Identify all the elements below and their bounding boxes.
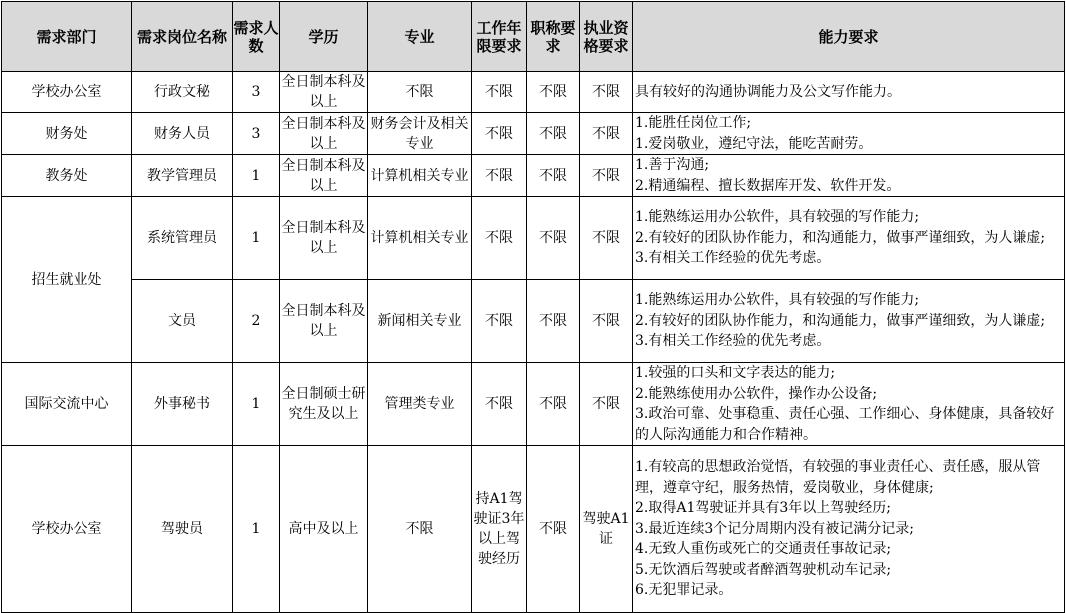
dept-cell: 财务处 — [2, 113, 132, 155]
req-line: 3.有相关工作经验的优先考虑。 — [635, 250, 831, 267]
req-line: 2.有较好的团队协作能力，和沟通能力，做事严谨细致，为人谦虚; — [635, 229, 1046, 246]
req-line: 6.无犯罪记录。 — [635, 582, 733, 599]
major-cell: 计算机相关专业 — [368, 155, 472, 197]
dept-cell: 学校办公室 — [2, 446, 132, 613]
header-major: 专业 — [368, 2, 472, 72]
req-line: 1.较强的口头和文字表达的能力; — [635, 365, 836, 381]
req-line: 4.无致人重伤或死亡的交通责任事故记录; — [635, 541, 892, 558]
years-cell: 不限 — [472, 280, 527, 363]
major-cell: 新闻相关专业 — [368, 280, 472, 363]
years-cell: 持A1驾驶证3年以上驾驶经历 — [472, 446, 527, 613]
req-line: 1.有较高的思想政治觉悟，有较强的事业责任心、责任感，服从管理，遵章守纪，服务热情，爱岗敬业，身体健康; — [635, 459, 1041, 496]
post-cell: 教学管理员 — [132, 155, 233, 197]
cert-cell: 不限 — [580, 197, 633, 280]
title-cell: 不限 — [527, 72, 580, 113]
num-cell: 1 — [233, 155, 280, 197]
dept-cell: 学校办公室 — [2, 72, 132, 113]
header-num: 需求人数 — [233, 2, 280, 72]
req-line: 2.精通编程、擅长数据库开发、软件开发。 — [635, 177, 901, 194]
dept-cell: 招生就业处 — [2, 197, 132, 363]
post-cell: 驾驶员 — [132, 446, 233, 613]
years-cell: 不限 — [472, 113, 527, 155]
post-cell: 外事秘书 — [132, 363, 233, 446]
edu-cell: 高中及以上 — [280, 446, 368, 613]
num-cell: 1 — [233, 446, 280, 613]
req-cell — [633, 363, 1065, 446]
req-line: 3.政治可靠、处事稳重、责任心强、工作细心、身体健康，具备较好的人际沟通能力和合作精神。 — [635, 406, 1055, 443]
req-cell — [633, 113, 1065, 155]
req-line: 1.能胜任岗位工作; — [635, 115, 752, 131]
req-line: 具有较好的沟通协调能力及公文写作能力。 — [635, 83, 901, 100]
major-cell: 管理类专业 — [368, 363, 472, 446]
edu-cell: 全日制本科及以上 — [280, 280, 368, 363]
cert-cell: 不限 — [580, 155, 633, 197]
table-row — [2, 280, 1065, 363]
table-row — [2, 113, 1065, 155]
req-cell — [633, 155, 1065, 197]
header-row — [2, 2, 1065, 72]
table-row — [2, 197, 1065, 280]
title-cell: 不限 — [527, 363, 580, 446]
header-years: 工作年限要求 — [472, 2, 527, 72]
num-cell: 3 — [233, 72, 280, 113]
edu-cell: 全日制本科及以上 — [280, 155, 368, 197]
edu-cell: 全日制本科及以上 — [280, 113, 368, 155]
recruitment-table — [1, 1, 1065, 613]
header-dept: 需求部门 — [2, 2, 132, 72]
table-row — [2, 72, 1065, 113]
years-cell: 不限 — [472, 155, 527, 197]
years-cell: 不限 — [472, 197, 527, 280]
req-cell — [633, 72, 1065, 113]
major-cell: 计算机相关专业 — [368, 197, 472, 280]
title-cell: 不限 — [527, 280, 580, 363]
cert-cell: 驾驶A1证 — [580, 446, 633, 613]
cert-cell: 不限 — [580, 72, 633, 113]
post-cell: 财务人员 — [132, 113, 233, 155]
req-cell — [633, 197, 1065, 280]
dept-cell: 教务处 — [2, 155, 132, 197]
req-line: 5.无饮酒后驾驶或者醉酒驾驶机动车记录; — [635, 561, 892, 578]
post-cell: 文员 — [132, 280, 233, 363]
num-cell: 2 — [233, 280, 280, 363]
header-req: 能力要求 — [633, 2, 1065, 72]
cert-cell: 不限 — [580, 363, 633, 446]
major-cell: 不限 — [368, 446, 472, 613]
req-line: 2.取得A1驾驶证并具有3年以上驾驶经历; — [635, 500, 891, 517]
edu-cell: 全日制本科及以上 — [280, 197, 368, 280]
header-cert: 执业资格要求 — [580, 2, 633, 72]
dept-cell: 国际交流中心 — [2, 363, 132, 446]
major-cell: 不限 — [368, 72, 472, 113]
table-row — [2, 155, 1065, 197]
edu-cell: 全日制本科及以上 — [280, 72, 368, 113]
title-cell: 不限 — [527, 446, 580, 613]
header-edu: 学历 — [280, 2, 368, 72]
req-line: 3.有相关工作经验的优先考虑。 — [635, 333, 831, 350]
post-cell: 行政文秘 — [132, 72, 233, 113]
years-cell: 不限 — [472, 363, 527, 446]
title-cell: 不限 — [527, 155, 580, 197]
cert-cell: 不限 — [580, 280, 633, 363]
title-cell: 不限 — [527, 113, 580, 155]
post-cell: 系统管理员 — [132, 197, 233, 280]
table-row — [2, 446, 1065, 613]
header-title: 职称要求 — [527, 2, 580, 72]
num-cell: 3 — [233, 113, 280, 155]
req-line: 1.能熟练运用办公软件，具有较强的写作能力; — [635, 292, 920, 309]
req-cell — [633, 446, 1065, 613]
table-row — [2, 363, 1065, 446]
header-post: 需求岗位名称 — [132, 2, 233, 72]
years-cell: 不限 — [472, 72, 527, 113]
req-line: 3.最近连续3个记分周期内没有被记满分记录; — [635, 520, 914, 537]
edu-cell: 全日制硕士研究生及以上 — [280, 363, 368, 446]
req-line: 1.能熟练运用办公软件，具有较强的写作能力; — [635, 209, 920, 226]
req-line: 2.有较好的团队协作能力，和沟通能力，做事严谨细致，为人谦虚; — [635, 312, 1046, 329]
num-cell: 1 — [233, 197, 280, 280]
num-cell: 1 — [233, 363, 280, 446]
req-line: 1.善于沟通; — [635, 157, 710, 173]
req-line: 1.爱岗敬业，遵纪守法，能吃苦耐劳。 — [635, 135, 873, 152]
cert-cell: 不限 — [580, 113, 633, 155]
req-cell — [633, 280, 1065, 363]
major-cell: 财务会计及相关专业 — [368, 113, 472, 155]
title-cell: 不限 — [527, 197, 580, 280]
req-line: 2.能熟练使用办公软件，操作办公设备; — [635, 385, 878, 402]
